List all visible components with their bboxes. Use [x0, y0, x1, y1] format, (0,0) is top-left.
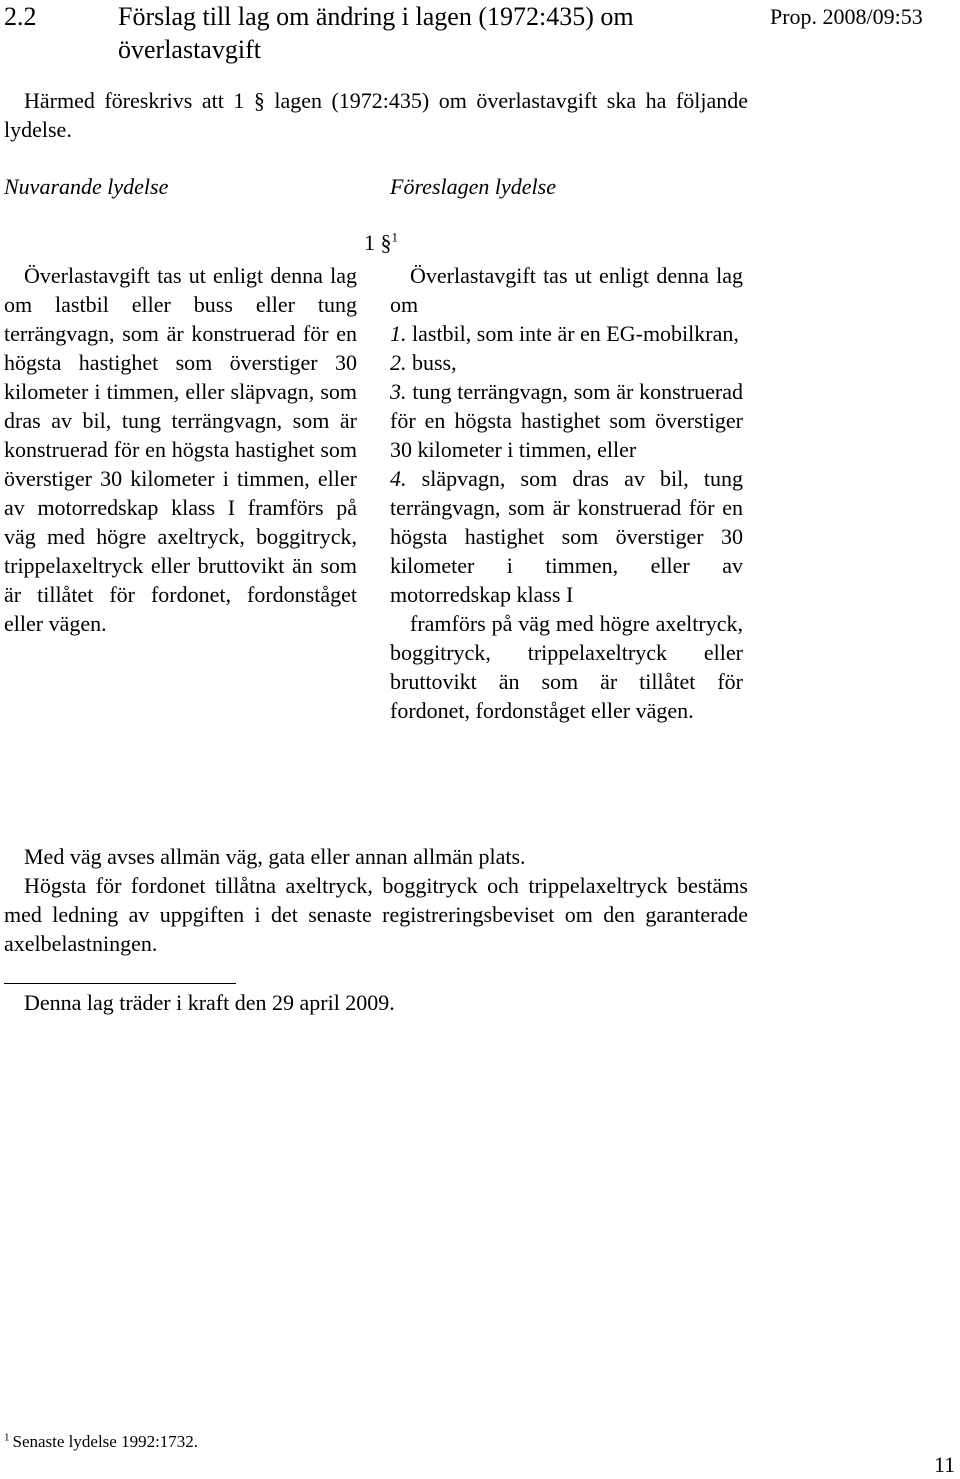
effective-date: Denna lag träder i kraft den 29 april 2009. [24, 990, 395, 1015]
footnote [4, 1430, 198, 1454]
proposed-item-3 [390, 377, 743, 464]
item-number: 1. [390, 321, 407, 346]
intro-text: Härmed föreskrivs att 1 § lagen (1972:435) om överlastavgift ska ha följande lydelse. [4, 88, 748, 142]
section-title-line1: Förslag till lag om ändring i lagen (1972:435) om [118, 2, 634, 31]
item-number: 2. [390, 350, 407, 375]
document-reference: Prop. 2008/09:53 [770, 4, 923, 29]
item-text: lastbil, som inte är en EG-mobilkran, [412, 321, 739, 346]
section-title [118, 0, 738, 66]
item-text: släpvagn, som dras av bil, tung terrängvagn, som är konstruerad för en högsta hastighet som överstiger 30 kilometer i timmen, eller av motorredskap klass I [390, 466, 744, 607]
proposed-item-2 [390, 348, 743, 377]
proposed-text-column [390, 261, 743, 725]
current-text-column [4, 261, 357, 638]
item-number: 4. [390, 466, 407, 491]
definition-paragraph: Med väg avses allmän väg, gata eller annan allmän plats. [24, 844, 526, 869]
intro-paragraph [4, 86, 748, 144]
footnote-marker: 1 [4, 1431, 10, 1444]
section-number: 2.2 [4, 2, 37, 31]
current-text: Överlastavgift tas ut enligt denna lag om lastbil eller buss eller tung terrängvagn, som är konstruerad för en högsta hastighet som överstiger 30 kilometer i timmen, eller släpvagn, som dras av bil, tung terrängvagn, som är konstruerad för en högsta hastighet som överstiger 30 kilometer i timmen, eller av motorredskap klass I framförs på väg med högre axeltryck, boggitryck, trippelaxeltryck eller bruttovikt än som är tillåtet för fordonet, fordonståget eller vägen. [4, 263, 357, 636]
footnote-text: Senaste lydelse 1992:1732. [12, 1432, 199, 1451]
proposed-heading: Föreslagen lydelse [390, 174, 556, 199]
item-text: buss, [412, 350, 457, 375]
axle-load-paragraph: Högsta för fordonet tillåtna axeltryck, boggitryck och trippelaxeltryck bestäms med ledning av uppgiften i det senaste registreringsbeviset om den garanterade axelbelastningen. [4, 873, 748, 956]
proposed-tail: framförs på väg med högre axeltryck, boggitryck, trippelaxeltryck eller bruttovikt än som är tillåtet för fordonet, fordonståget eller vägen. [390, 611, 743, 723]
proposed-lead: Överlastavgift tas ut enligt denna lag om [390, 263, 743, 317]
paragraph-marker [364, 230, 398, 256]
proposed-item-1 [390, 319, 743, 348]
current-heading: Nuvarande lydelse [4, 174, 169, 199]
separator-rule [4, 983, 236, 984]
paragraph-sign: 1 § [364, 230, 392, 255]
proposed-item-4 [390, 464, 743, 609]
item-text: tung terrängvagn, som är konstruerad för en högsta hastighet som överstiger 30 kilometer i timmen, eller [390, 379, 743, 462]
item-number: 3. [390, 379, 407, 404]
body-after [4, 842, 748, 958]
footnote-ref: 1 [391, 229, 398, 245]
section-title-line2: överlastavgift [118, 35, 261, 64]
page-number: 11 [934, 1452, 956, 1477]
